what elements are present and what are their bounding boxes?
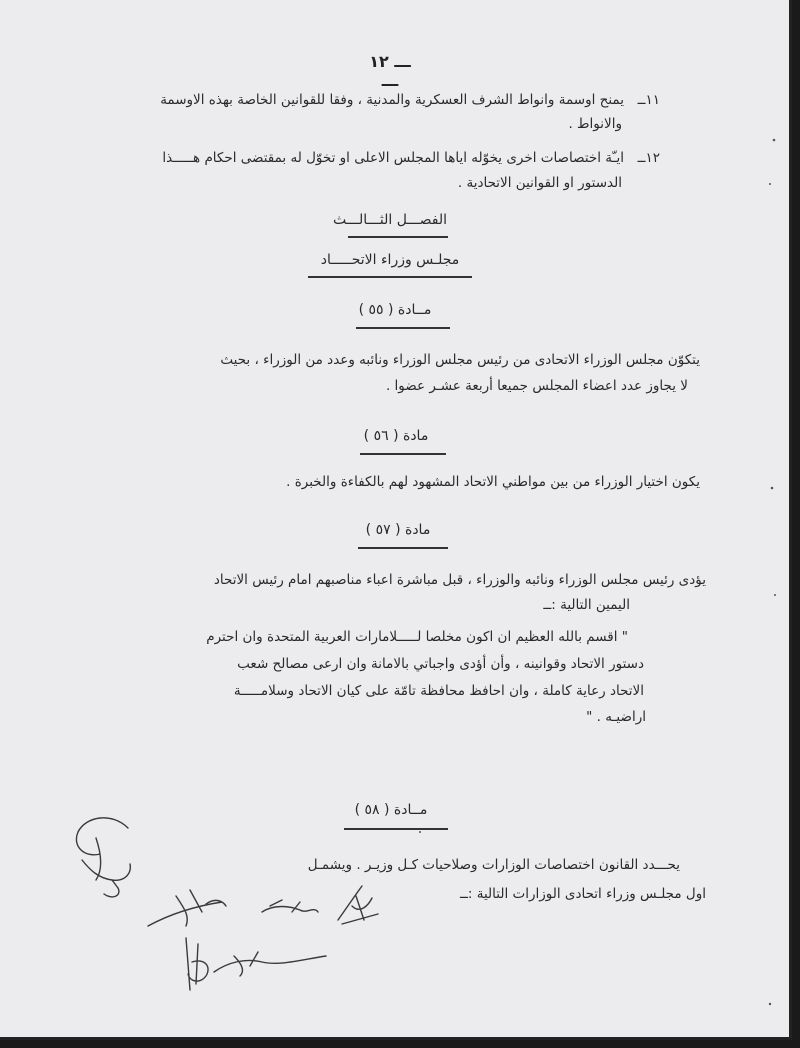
article-line: يؤدى رئيس مجلس الوزراء ونائبه والوزراء ، قبل مباشرة اعباء مناصبهم امام رئيس الاتحاد bbox=[213, 572, 706, 588]
heading-underline bbox=[308, 276, 472, 278]
article-title-underline bbox=[358, 547, 448, 549]
oath-text bbox=[150, 622, 706, 732]
article-title-underline bbox=[360, 453, 446, 455]
article-line: يحـــدد القانون اختصاصات الوزارات وصلاحيات كـل وزيـر . ويشمـل bbox=[307, 857, 680, 873]
clause-line: الدستور او القوانين الاتحادية . bbox=[457, 175, 622, 191]
article-title-underline bbox=[356, 327, 450, 329]
margin-initial-mark bbox=[82, 860, 130, 897]
article-58-body bbox=[150, 850, 706, 906]
clause-number: ١٢ــ bbox=[637, 150, 660, 166]
chapter-heading: الفصـــل الثـــالـــث bbox=[332, 212, 447, 228]
article-57-body bbox=[150, 564, 706, 613]
article-title-57: مادة ( ٥٧ ) bbox=[365, 522, 431, 538]
article-line: اول مجلـس وزراء اتحادى الوزارات التالية :ــ bbox=[460, 886, 706, 902]
article-title-58: مــادة ( ٥٨ ) bbox=[354, 802, 428, 818]
oath-line: " اقسم بالله العظيم ان اكون مخلصا لـــــلامارات العربية المتحدة وان احترم bbox=[206, 629, 628, 645]
article-56-body bbox=[180, 470, 700, 494]
article-line: يتكوّن مجلس الوزراء الاتحادى من رئيس مجلس الوزراء ونائبه وعدد من الوزراء ، بحيث bbox=[220, 352, 700, 368]
clause-number: ١١ــ bbox=[637, 92, 660, 108]
oath-line: اراضيـه . " bbox=[586, 709, 646, 725]
article-line: لا يجاوز عدد اعضاء المجلس جميعا أربعة عشـر عضوا . bbox=[385, 378, 688, 394]
oath-line: دستور الاتحاد وقوانينه ، وأن أؤدى واجباتي بالامانة وان ارعى مصالح شعب bbox=[237, 656, 644, 672]
clause-line: يمنح اوسمة وانواط الشرف العسكرية والمدنية ، وفقا للقوانين الخاصة بهذه الاوسمة bbox=[160, 92, 624, 108]
article-55-body bbox=[150, 344, 700, 398]
article-line: يكون اختيار الوزراء من بين مواطني الاتحاد المشهود لهم بالكفاءة والخبرة . bbox=[286, 474, 700, 490]
clause-11 bbox=[60, 88, 660, 138]
section-heading: مجلـس وزراء الاتحـــــاد bbox=[320, 252, 460, 268]
heading-underline bbox=[348, 236, 448, 238]
clause-line: والانواط . bbox=[568, 116, 622, 132]
article-title-underline bbox=[344, 828, 448, 830]
article-line: اليمين التالية :ــ bbox=[543, 597, 630, 613]
signature-mark bbox=[214, 952, 326, 976]
article-title-55: مــادة ( ٥٥ ) bbox=[358, 302, 432, 318]
article-title-56: مادة ( ٥٦ ) bbox=[363, 428, 429, 444]
oath-line: الاتحاد رعاية كاملة ، وان احافظ محافظة تامّة على كيان الاتحاد وسلامـــــة bbox=[233, 683, 644, 699]
page-number: ـــ ١٢ ـــ bbox=[369, 52, 411, 90]
clause-12 bbox=[60, 146, 660, 196]
signature-mark bbox=[186, 938, 208, 990]
clause-line: ايـّة اختصاصات اخرى يخوّله اياها المجلس الاعلى او تخوّل له بمقتضى احكام هـــــذا bbox=[162, 150, 624, 166]
margin-initial-mark bbox=[76, 818, 128, 880]
